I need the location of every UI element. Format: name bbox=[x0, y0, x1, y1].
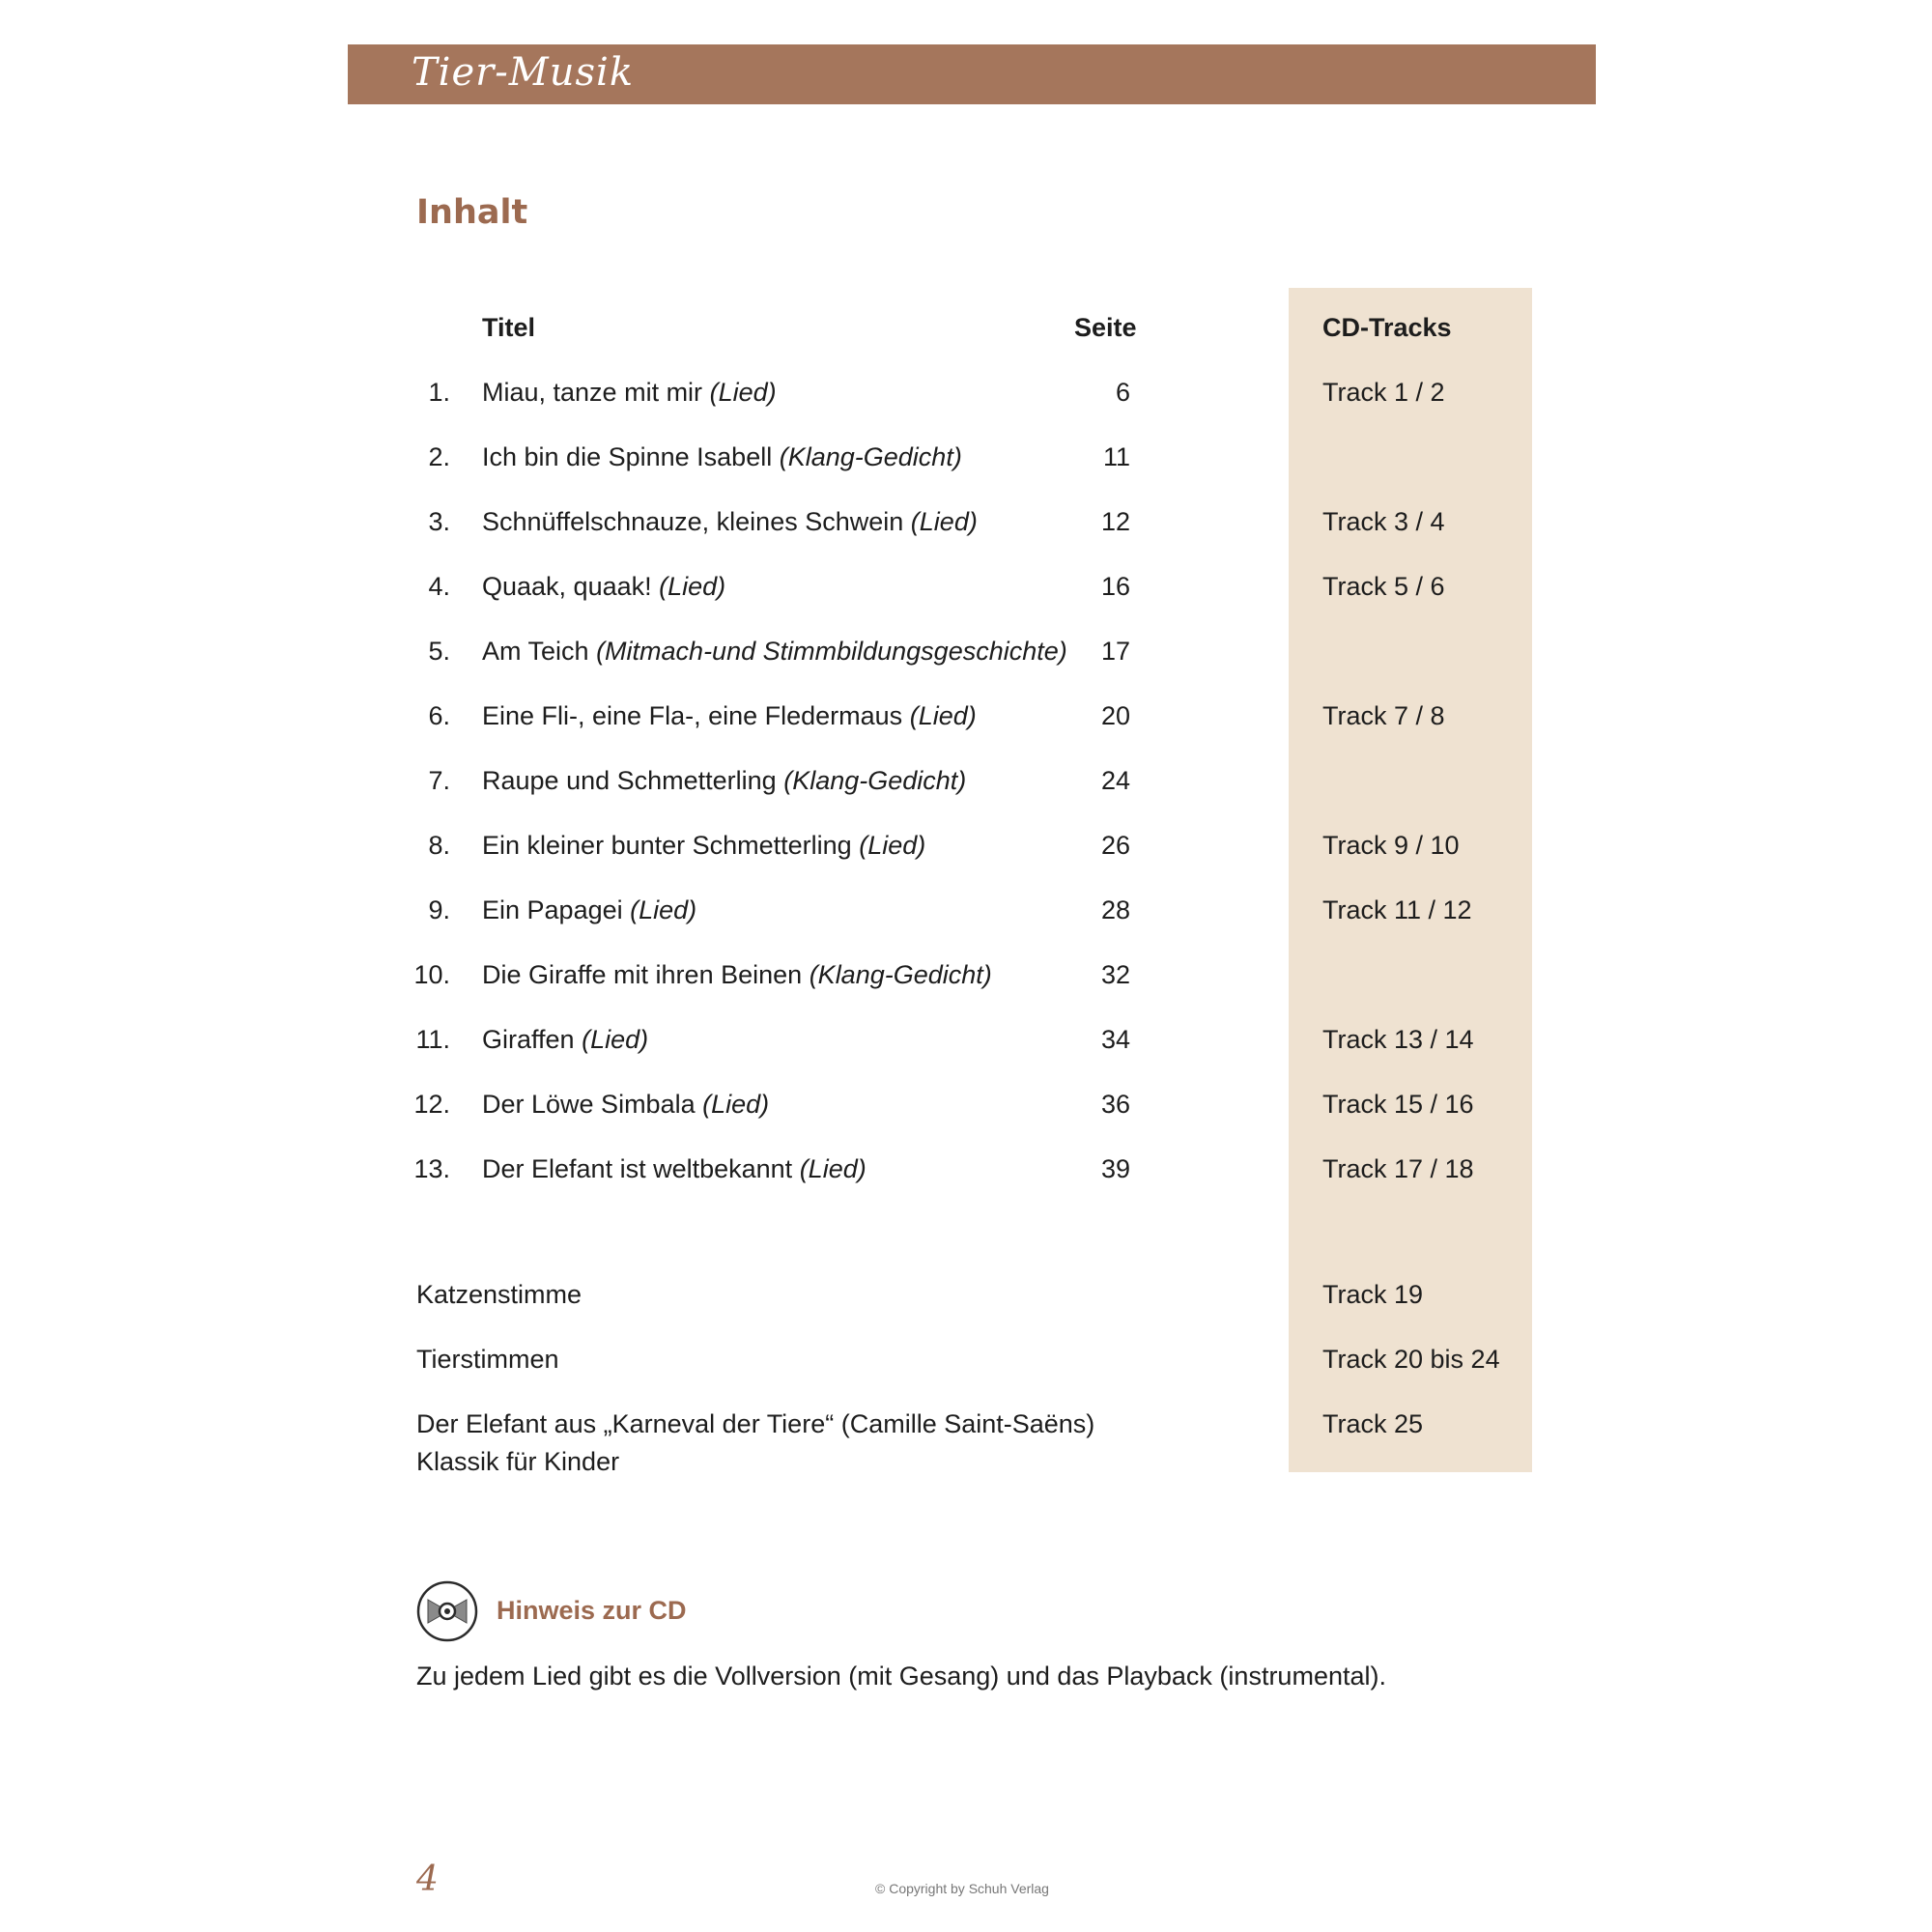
entry-number: 4. bbox=[428, 572, 450, 601]
entry-title: Ich bin die Spinne Isabell bbox=[482, 442, 773, 471]
toc-row bbox=[0, 764, 1932, 803]
entry-page: 34 bbox=[1100, 1025, 1130, 1054]
entry-type: (Lied) bbox=[799, 1154, 867, 1183]
entry-page: 12 bbox=[1100, 507, 1130, 536]
entry-title: Der Löwe Simbala bbox=[482, 1090, 696, 1119]
entry-number: 3. bbox=[428, 507, 450, 536]
extra-row bbox=[0, 1407, 1932, 1446]
entry-title: Schnüffelschnauze, kleines Schwein bbox=[482, 507, 904, 536]
entry-page: 16 bbox=[1100, 572, 1130, 601]
toc-row bbox=[0, 376, 1932, 414]
entry-title-cell bbox=[482, 958, 992, 991]
entry-title: Giraffen bbox=[482, 1025, 575, 1054]
extra-tracks: Track 20 bis 24 bbox=[1322, 1345, 1500, 1374]
toc-row bbox=[0, 829, 1932, 867]
entry-title-cell bbox=[482, 570, 725, 603]
column-header-title: Titel bbox=[482, 313, 536, 342]
entry-page: 26 bbox=[1100, 831, 1130, 860]
entry-tracks: Track 7 / 8 bbox=[1322, 701, 1445, 730]
entry-type: (Lied) bbox=[909, 701, 977, 730]
extra-row bbox=[0, 1278, 1932, 1317]
page-number: 4 bbox=[416, 1860, 439, 1899]
entry-type: (Lied) bbox=[659, 572, 726, 601]
entry-title-cell bbox=[482, 1023, 648, 1056]
entry-title-cell bbox=[482, 1152, 867, 1185]
entry-page: 39 bbox=[1100, 1154, 1130, 1183]
toc-row bbox=[0, 635, 1932, 673]
header-bar bbox=[348, 44, 1596, 104]
entry-title: Ein kleiner bunter Schmetterling bbox=[482, 831, 852, 860]
entry-title-cell bbox=[482, 440, 962, 473]
entry-tracks: Track 5 / 6 bbox=[1322, 572, 1445, 601]
entry-page: 6 bbox=[1115, 378, 1130, 407]
entry-tracks: Track 11 / 12 bbox=[1322, 895, 1472, 924]
entry-number: 13. bbox=[413, 1154, 450, 1183]
toc-row bbox=[0, 958, 1932, 997]
toc-row bbox=[0, 1023, 1932, 1062]
entry-tracks: Track 13 / 14 bbox=[1322, 1025, 1474, 1054]
entry-tracks: Track 3 / 4 bbox=[1322, 507, 1445, 536]
entry-title: Quaak, quaak! bbox=[482, 572, 652, 601]
entry-number: 9. bbox=[428, 895, 450, 924]
entry-page: 24 bbox=[1100, 766, 1130, 795]
entry-title-cell bbox=[482, 829, 925, 862]
entry-tracks: Track 9 / 10 bbox=[1322, 831, 1460, 860]
extra-title: Katzenstimme bbox=[416, 1280, 582, 1309]
entry-page: 17 bbox=[1100, 637, 1130, 666]
note-text: Zu jedem Lied gibt es die Vollversion (mit Gesang) und das Playback (instrumental). bbox=[416, 1662, 1386, 1690]
entry-type: (Mitmach-und Stimmbildungsgeschichte) bbox=[596, 637, 1067, 666]
entry-type: (Lied) bbox=[630, 895, 697, 924]
page-title: Inhalt bbox=[416, 193, 528, 232]
entry-type: (Lied) bbox=[910, 507, 978, 536]
copyright: © Copyright by Schuh Verlag bbox=[875, 1881, 1049, 1896]
entry-page: 11 bbox=[1102, 442, 1130, 471]
toc-row bbox=[0, 1088, 1932, 1126]
entry-title-cell bbox=[482, 699, 977, 732]
entry-type: (Lied) bbox=[702, 1090, 770, 1119]
entry-type: (Klang-Gedicht) bbox=[779, 442, 962, 471]
entry-title-cell bbox=[482, 635, 1067, 668]
entry-tracks: Track 15 / 16 bbox=[1322, 1090, 1474, 1119]
toc-row bbox=[0, 505, 1932, 544]
entry-title: Die Giraffe mit ihren Beinen bbox=[482, 960, 803, 989]
toc-row bbox=[0, 570, 1932, 609]
entry-number: 2. bbox=[428, 442, 450, 471]
entry-title: Eine Fli-, eine Fla-, eine Fledermaus bbox=[482, 701, 903, 730]
entry-page: 20 bbox=[1100, 701, 1130, 730]
entry-title-cell bbox=[482, 505, 978, 538]
entry-number: 5. bbox=[428, 637, 450, 666]
entry-type: (Klang-Gedicht) bbox=[783, 766, 967, 795]
entry-title: Miau, tanze mit mir bbox=[482, 378, 703, 407]
entry-title-cell bbox=[482, 1088, 769, 1121]
entry-title: Am Teich bbox=[482, 637, 589, 666]
extra-tracks: Track 19 bbox=[1322, 1280, 1424, 1309]
entry-type: (Klang-Gedicht) bbox=[809, 960, 992, 989]
toc-row bbox=[0, 440, 1932, 479]
entry-title-cell bbox=[482, 764, 966, 797]
entry-number: 12. bbox=[413, 1090, 450, 1119]
header-title: Tier-Musik bbox=[412, 50, 635, 95]
column-header-tracks: CD-Tracks bbox=[1322, 313, 1452, 342]
extra-row bbox=[0, 1343, 1932, 1381]
entry-type: (Lied) bbox=[582, 1025, 649, 1054]
entry-tracks: Track 1 / 2 bbox=[1322, 378, 1445, 407]
entry-type: (Lied) bbox=[859, 831, 926, 860]
cd-icon bbox=[416, 1580, 478, 1642]
entry-number: 8. bbox=[428, 831, 450, 860]
entry-number: 11. bbox=[415, 1025, 450, 1054]
toc-row bbox=[0, 894, 1932, 932]
entry-title-cell bbox=[482, 894, 696, 926]
entry-type: (Lied) bbox=[709, 378, 777, 407]
entry-title-cell bbox=[482, 376, 777, 409]
entry-number: 1. bbox=[428, 378, 450, 407]
extra-title: Tierstimmen bbox=[416, 1345, 559, 1374]
entry-tracks: Track 17 / 18 bbox=[1322, 1154, 1474, 1183]
entry-page: 32 bbox=[1100, 960, 1130, 989]
entry-title: Raupe und Schmetterling bbox=[482, 766, 777, 795]
entry-number: 7. bbox=[428, 766, 450, 795]
extra-subtitle: Klassik für Kinder bbox=[416, 1447, 620, 1476]
entry-page: 36 bbox=[1100, 1090, 1130, 1119]
column-header-page: Seite bbox=[1074, 313, 1137, 342]
toc-row bbox=[0, 1152, 1932, 1191]
entry-number: 6. bbox=[428, 701, 450, 730]
entry-title: Der Elefant ist weltbekannt bbox=[482, 1154, 793, 1183]
entry-title: Ein Papagei bbox=[482, 895, 623, 924]
entry-page: 28 bbox=[1100, 895, 1130, 924]
entry-number: 10. bbox=[413, 960, 450, 989]
note-heading: Hinweis zur CD bbox=[497, 1596, 687, 1625]
extra-tracks: Track 25 bbox=[1322, 1409, 1424, 1438]
extra-title: Der Elefant aus „Karneval der Tiere“ (Camille Saint-Saëns) bbox=[416, 1409, 1095, 1438]
toc-row bbox=[0, 699, 1932, 738]
